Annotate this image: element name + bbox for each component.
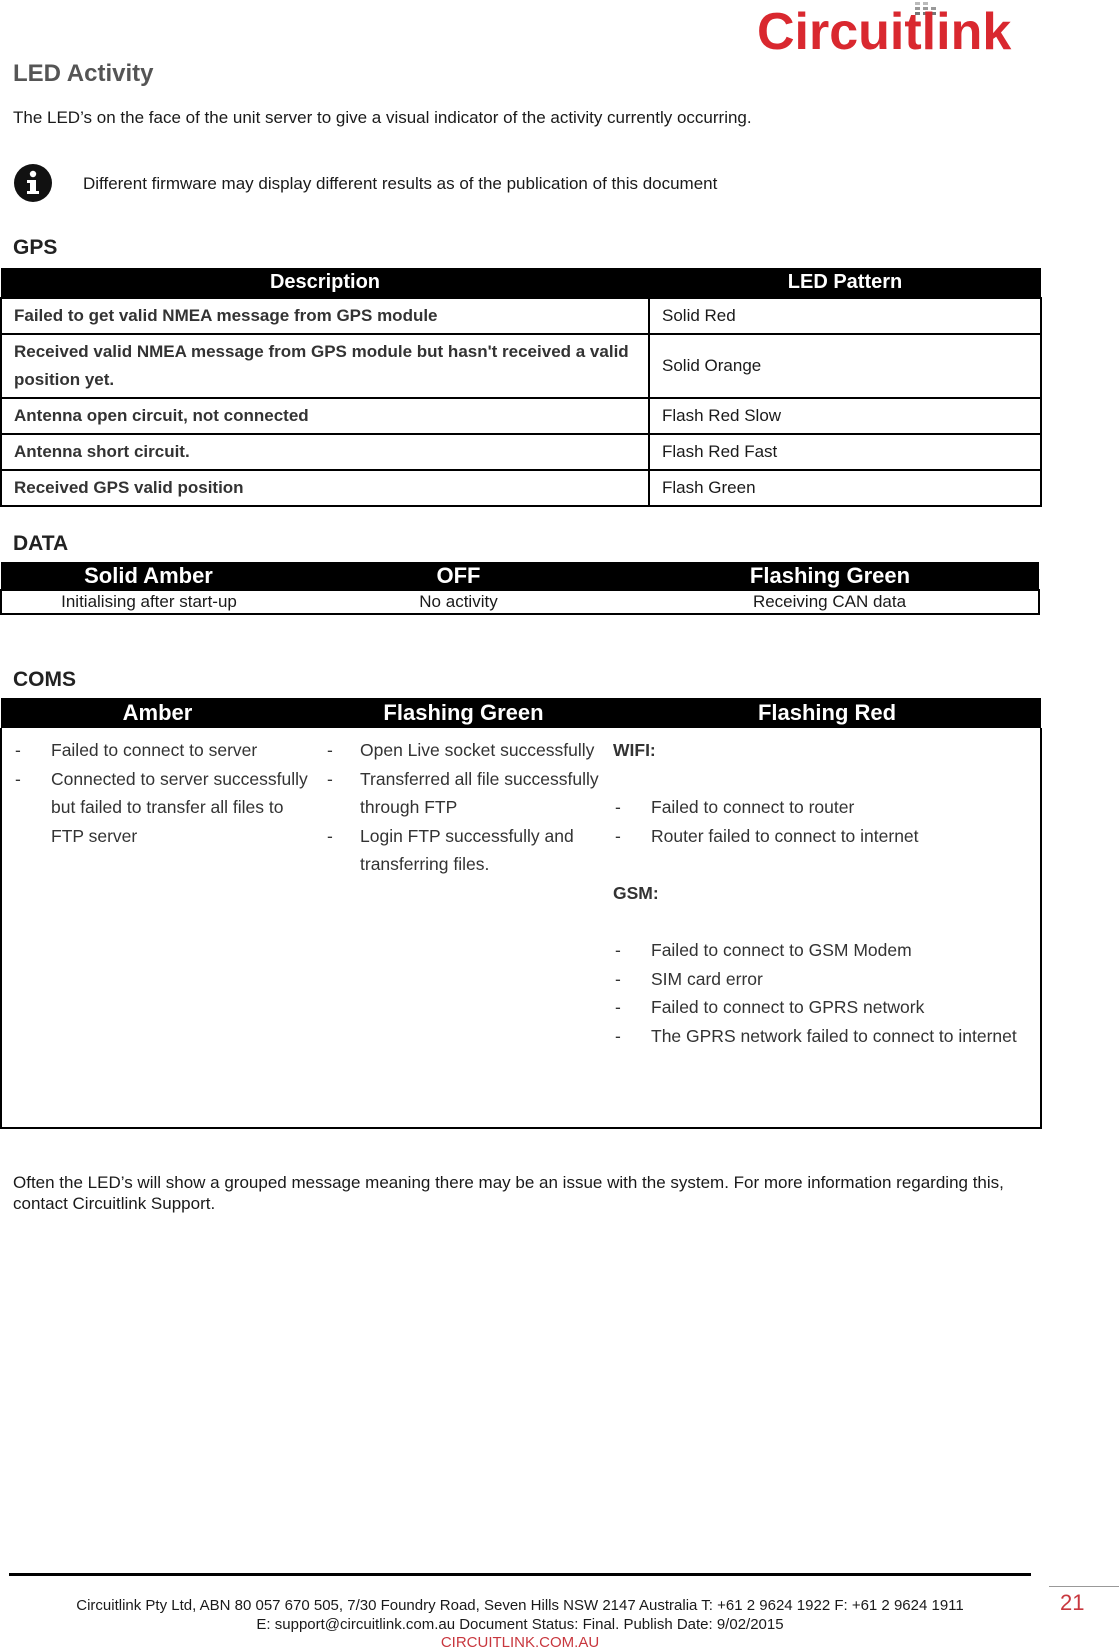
table-row: [1, 298, 1041, 334]
gps-desc: Received valid NMEA message from GPS module but hasn't received a valid position yet.: [1, 334, 649, 398]
data-cell: Initialising after start-up: [1, 590, 296, 614]
gps-pattern: Solid Orange: [649, 334, 1041, 398]
gps-desc: Received GPS valid position: [1, 470, 649, 506]
data-table: [0, 562, 1040, 615]
gps-header-row: [1, 268, 1041, 298]
logo-text: Circuitlink: [757, 3, 1012, 61]
intro-text: The LED’s on the face of the unit server to give a visual indicator of the activity currently occurring.: [13, 108, 752, 127]
gps-pattern: Flash Green: [649, 470, 1041, 506]
data-cell: Receiving CAN data: [621, 590, 1039, 614]
gps-desc: Failed to get valid NMEA message from GPS module: [1, 298, 649, 334]
footer-website-link[interactable]: CIRCUITLINK.COM.AU: [440, 1634, 600, 1649]
coms-amber-cell: [1, 728, 314, 1128]
page-number-divider: [1049, 1586, 1119, 1587]
data-col-flashing-green: Flashing Green: [621, 562, 1039, 590]
gps-col-led-pattern: LED Pattern: [649, 268, 1041, 298]
data-cell: No activity: [296, 590, 621, 614]
list-item: - Login FTP successfully and transferring files.: [327, 825, 574, 874]
list-item: - SIM card error: [615, 968, 763, 989]
table-row: [1, 434, 1041, 470]
circuitlink-logo: [757, 2, 1030, 62]
coms-heading: COMS: [13, 668, 76, 691]
list-item: - Failed to connect to router: [615, 797, 855, 817]
data-col-solid-amber: Solid Amber: [1, 562, 296, 590]
footer-company-info: Circuitlink Pty Ltd, ABN 80 057 670 505, 7/30 Foundry Road, Seven Hills NSW 2147 Australia T: +61 2 9624 1922 F: +61 2 9624 1911: [76, 1597, 964, 1614]
table-row: [1, 590, 1039, 614]
coms-col-flashing-green: Flashing Green: [314, 698, 613, 728]
table-row: [1, 334, 1041, 398]
gps-table: [0, 268, 1042, 507]
list-item: - Failed to connect to server: [15, 740, 258, 760]
list-item: - Connected to server successfully but failed to transfer all files to FTP server: [15, 768, 308, 846]
coms-red-cell: [613, 728, 1041, 1128]
gps-heading: GPS: [13, 236, 58, 259]
gps-pattern: Flash Red Fast: [649, 434, 1041, 470]
coms-green-cell: [314, 728, 613, 1128]
table-row: [1, 470, 1041, 506]
data-heading: DATA: [13, 532, 69, 555]
data-header-row: [1, 562, 1039, 590]
list-item: - Router failed to connect to internet: [615, 825, 919, 846]
coms-header-row: [1, 698, 1041, 728]
coms-col-flashing-red: Flashing Red: [613, 698, 1041, 728]
gps-col-description: Description: [1, 268, 649, 298]
page-number: 21: [1060, 1590, 1085, 1615]
table-row: [1, 398, 1041, 434]
list-item: - Failed to connect to GPRS network: [615, 997, 925, 1017]
closing-text: Often the LED’s will show a grouped message meaning there may be an issue with the system. For more information regarding this, contact Circuitlink Support.: [13, 1173, 1004, 1213]
footer-divider: [9, 1573, 1031, 1576]
list-item: - Failed to connect to GSM Modem: [615, 940, 912, 960]
firmware-note: Different firmware may display different results as of the publication of this document: [83, 174, 718, 193]
data-col-off: OFF: [296, 562, 621, 590]
gps-pattern: Solid Red: [649, 298, 1041, 334]
list-item: - Transferred all file successfully through FTP: [327, 768, 599, 817]
list-item: - The GPRS network failed to connect to internet: [615, 1025, 1017, 1046]
info-icon: [13, 163, 53, 203]
footer-document-status: E: support@circuitlink.com.au Document Status: Final. Publish Date: 9/02/2015: [256, 1616, 784, 1633]
gps-desc: Antenna open circuit, not connected: [1, 398, 649, 434]
coms-table: [0, 698, 1042, 1129]
list-item: - Open Live socket successfully: [327, 740, 595, 760]
coms-col-amber: Amber: [1, 698, 314, 728]
table-row: [1, 728, 1041, 1128]
gps-pattern: Flash Red Slow: [649, 398, 1041, 434]
gps-desc: Antenna short circuit.: [1, 434, 649, 470]
gsm-label: GSM:: [613, 883, 659, 903]
page-title: LED Activity: [13, 60, 154, 87]
wifi-label: WIFI:: [613, 740, 656, 760]
